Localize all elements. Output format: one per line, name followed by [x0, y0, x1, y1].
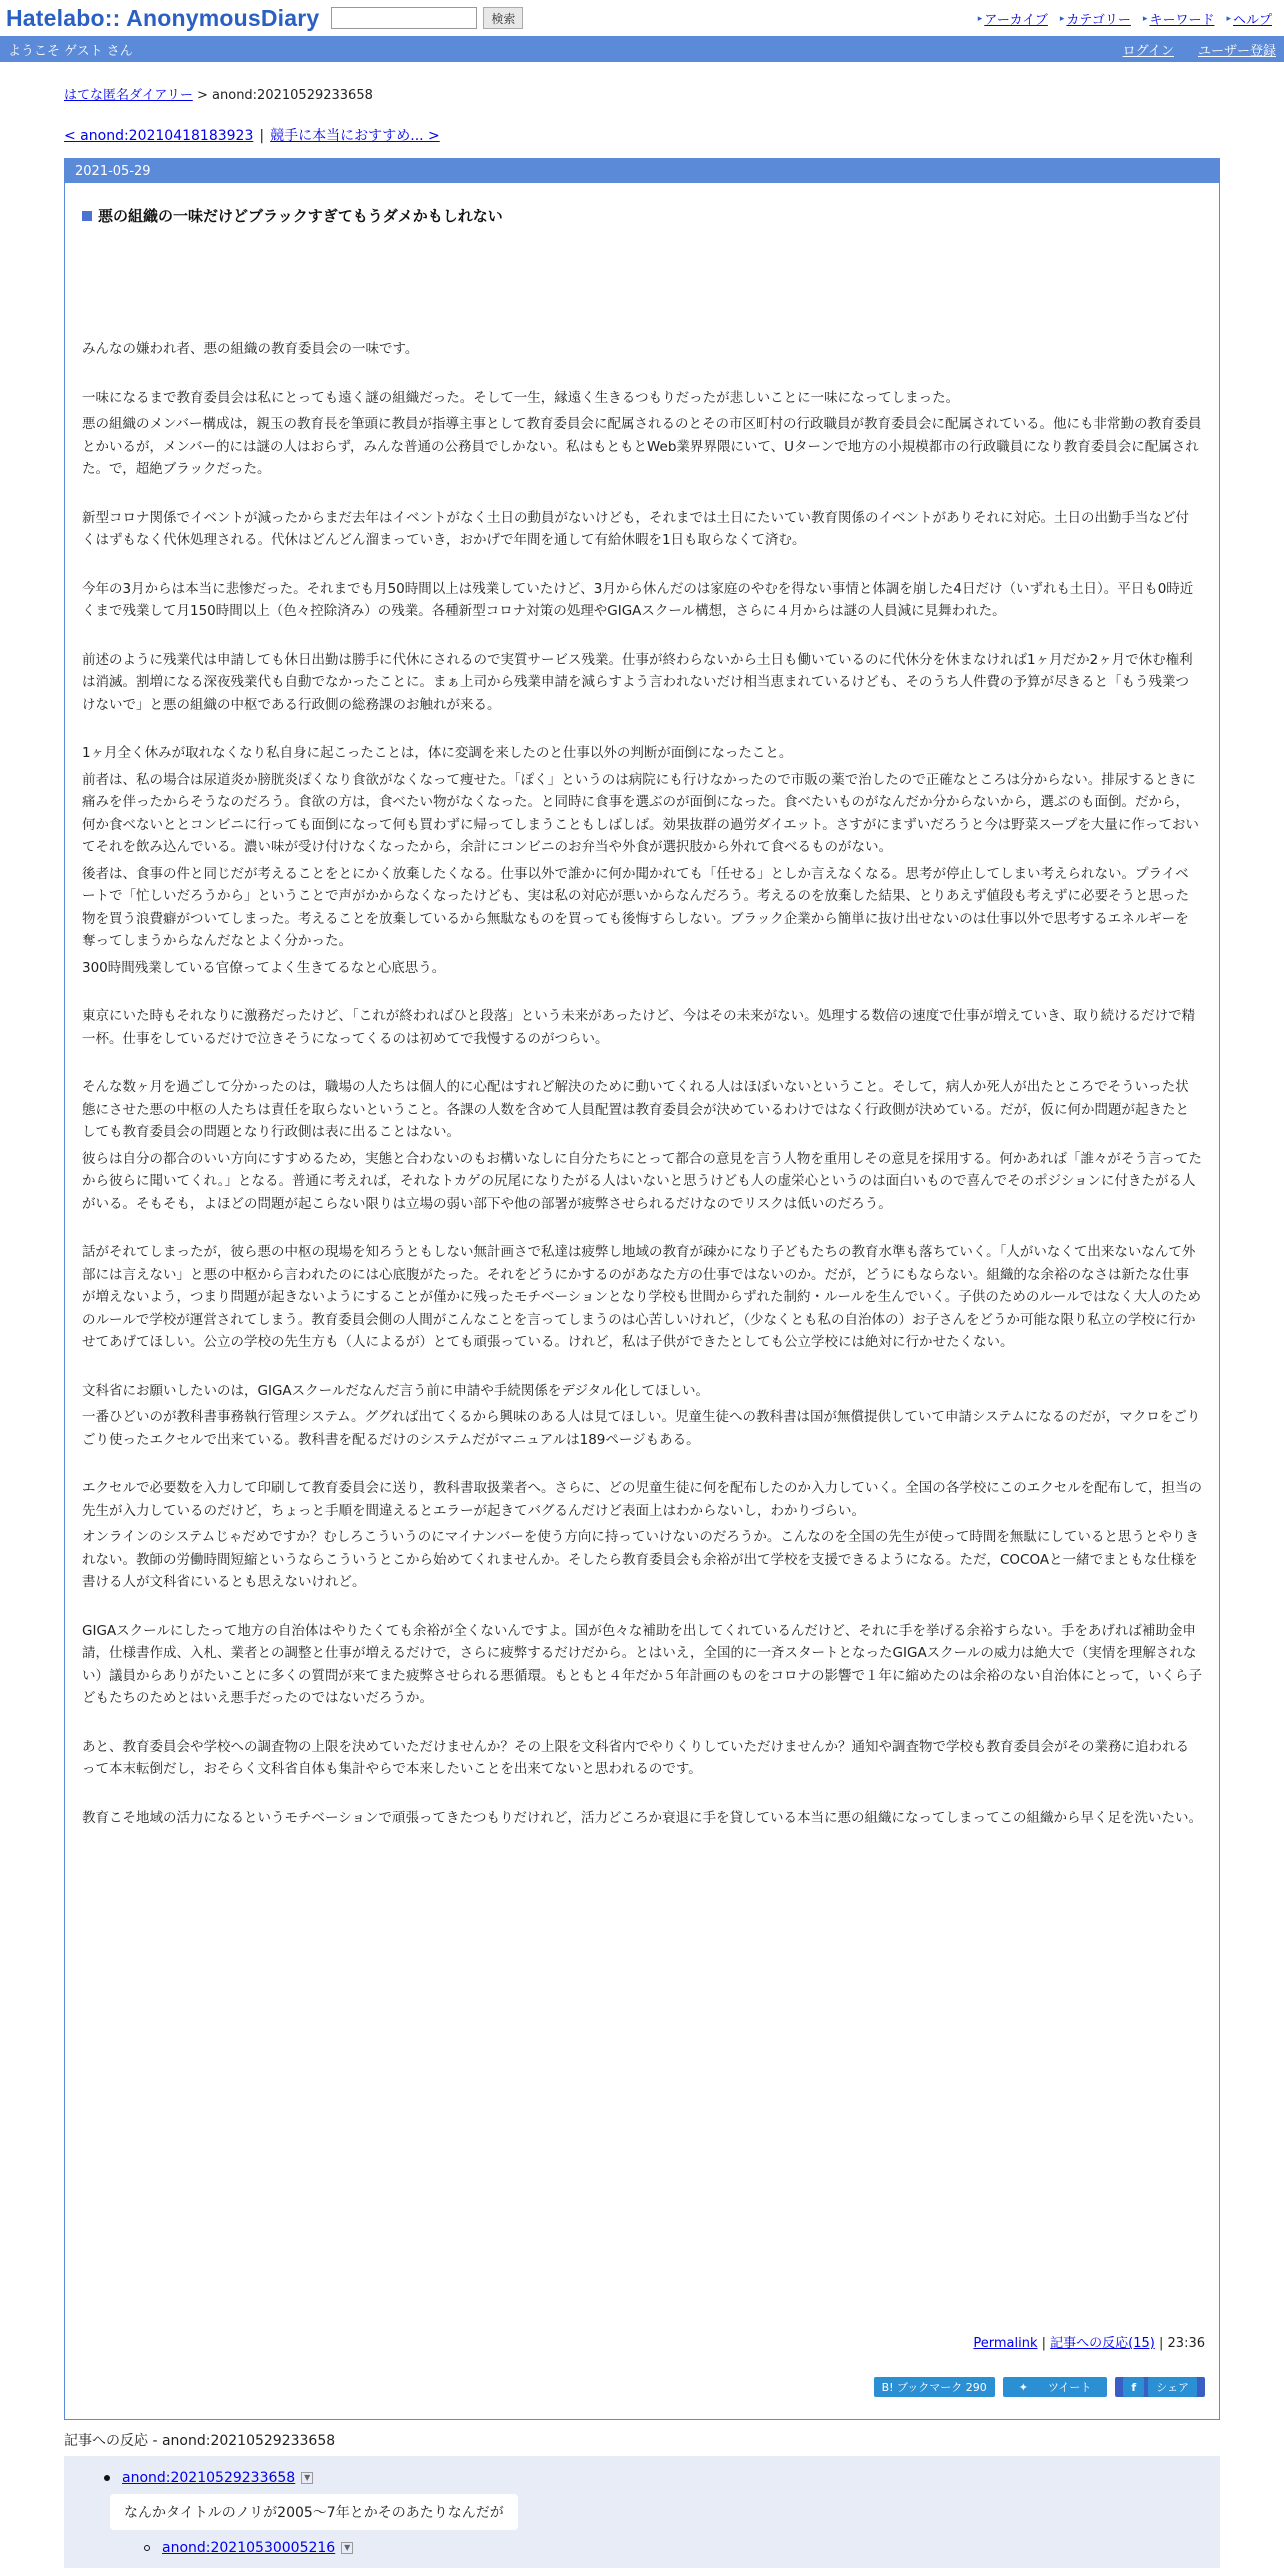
entry-footer: [973, 2332, 1205, 2351]
pager-separator: |: [259, 128, 265, 144]
breadcrumb: [64, 84, 1220, 103]
footer-separator: |: [1159, 2336, 1164, 2351]
entry-paragraph: 300時間残業している官僚ってよく生きてるなと心底思う。: [82, 959, 446, 976]
prev-entry-link[interactable]: < anond:20210418183923: [64, 128, 254, 144]
entry-paragraph: 悪の組織のメンバー構成は，親玉の教育長を筆頭に教員が指導主事として教育委員会に配属されるのとその市区町村の行政職員が教育委員会に配属されている。他にも非常勤の教育委員とかいるが，メンバー的には謎の人はおらず，みんな普通の公務員でしかない。私はもともとWeb業界界隈にいて、Uターンで地方の小規模都市の行政職員になり教育委員会に配属された。で，超絶ブラックだった。: [82, 416, 1202, 477]
facebook-share-label: シェア: [1148, 2377, 1197, 2397]
entry-paragraph: GIGAスクールにしたって地方の自治体はやりたくても余裕が全くないんですよ。国が色々な補助を出してくれているんだけど、それに手を挙げる余裕すらない。手をあげれば補助金申請，仕様書作成、入札、業者との調整と仕事が増えるだけで，さらに疲弊するだけだから。とはいえ，全国的に一斉スタートとなったGIGAスクールの威力は絶大で（実情を理解されない）議員からありがたいことに多くの質問が来てまた疲弊させられる悪循環。もともと４年だか５年計画のものをコロナの影響で１年に縮めたのは余裕のない自治体にとって，いくら子どもたちのためとはいえ悪手だったのではないだろうか。: [82, 1622, 1202, 1706]
entry-body: [82, 338, 1202, 1829]
bullet-icon: [104, 2475, 110, 2481]
search-button[interactable]: 検索: [483, 7, 523, 29]
entry-paragraph: エクセルで必要数を入力して印刷して教育委員会に送り，教科書取扱業者へ。さらに、どの児童生徒に何を配布したのか入力していく。全国の各学校にこのエクセルを配布して，担当の先生が入力しているのだけど，ちょっと手順を間違えるとエラーが起きてバグるんだけど表面上はわからないし，わかりづらい。: [82, 1480, 1202, 1519]
bullet-icon: [144, 2545, 150, 2551]
main-content: [64, 84, 1220, 2450]
reaction-link[interactable]: anond:20210529233658: [122, 2470, 296, 2486]
reaction-snippet: なんかタイトルのノリが2005～7年とかそのあたりなんだが: [110, 2494, 518, 2530]
nav-archive-link[interactable]: アーカイブ: [984, 13, 1048, 28]
square-bullet-icon[interactable]: [82, 211, 92, 221]
tweet-label: ツイート: [1040, 2377, 1099, 2397]
reactions-link[interactable]: 記事への反応(15): [1050, 2336, 1155, 2351]
triangle-right-icon: ▸: [977, 13, 983, 24]
facebook-share-button[interactable]: [1115, 2377, 1205, 2397]
triangle-right-icon: ▸: [1059, 13, 1065, 24]
entry-paragraph: 今年の3月からは本当に悲惨だった。それまでも月50時間以上は残業していたけど、3月から休んだのは家庭のやむを得ない事情と体調を崩した4日だけ（いずれも土日）。平日も0時近くまで残業して月150時間以上（色々控除済み）の残業。各種新型コロナ対策の処理やGIGAスクール構想，さらに４月からは謎の人員減に見舞われた。: [82, 580, 1194, 619]
site-logo[interactable]: Hatelabo:: AnonymousDiary: [6, 4, 320, 31]
user-bar: [0, 36, 1284, 62]
entry-paragraph: みんなの嫌われ者、悪の組織の教育委員会の一味です。: [82, 341, 419, 357]
chevron-down-icon[interactable]: ▼: [301, 2472, 313, 2484]
entry-paragraph: 前述のように残業代は申請しても休日出勤は勝手に代休にされるので実質サービス残業。仕事が終わらないから土日も働いているのに代休分を休まなければ1ヶ月だか2ヶ月で休む権利は消滅。割増になる深夜残業代も自動でなかったことに。まぁ上司から残業申請を減らすよう言われないだけ相当恵まれているけども、そのうち人件費の予算が尽きると「もう残業つけないで」と悪の組織の中枢である行政側の総務課のお触れが来る。: [82, 651, 1193, 713]
facebook-icon: f: [1123, 2377, 1144, 2397]
entry-title: [82, 205, 1219, 226]
top-nav: [978, 9, 1272, 28]
entry-title-text: 悪の組織の一味だけどブラックすぎてもうダメかもしれない: [98, 207, 503, 225]
entry-paragraph: そんな数ヶ月を過ごして分かったのは，職場の人たちは個人的に心配はすれど解決のために動いてくれる人はほぼいないということ。そして，病人か死人が出たところでそういった状態にさせた悪の中枢の人たちは責任を取らないということ。各課の人数を含めて人員配置は教育委員会が決めているわけではなく行政側が決めている。だが，仮に何か問題が起きたとしても教育委員会の問題となり行政側は表に出ることはない。: [82, 1079, 1189, 1140]
diary-entry: [64, 158, 1220, 2420]
register-link[interactable]: ユーザー登録: [1197, 43, 1276, 59]
footer-separator: |: [1041, 2336, 1047, 2351]
reactions-heading: 記事への反応 - anond:20210529233658: [64, 2433, 336, 2449]
nav-archive[interactable]: [978, 9, 1048, 28]
nav-category-link[interactable]: カテゴリー: [1066, 13, 1131, 28]
entry-paragraph: 一番ひどいのが教科書事務執行管理システム。ググれば出てくるから興味のある人は見てほしい。児童生徒への教科書は国が無償提供していて申請システムになるのだが，マクロをごりごり使ったエクセルで出来ている。教科書を配るだけのシステムだがマニュアルは189ページもある。: [82, 1409, 1201, 1448]
entry-paragraph: 前者は、私の場合は尿道炎か膀胱炎ぽくなり食欲がなくなって痩せた。「ぽく」というのは病院にも行けなかったので市販の薬で治したので正確なところは分からない。排尿するときに痛みを伴ったからそうなのだろう。食欲の方は，食べたい物がなくなった。と同時に食事を選ぶのが面倒になった。食べたいものがなんだか分からないから，選ぶのも面倒。だから，何か食べないととコンビニに行っても面倒になって何も買わずに帰ってしまうこともしばしば。効果抜群の過労ダイエット。さすがにまずいだろうと今は野菜スープを大量に作っておいてそれを飲み込んでいる。濃い味が受け付けなくなったから，余計にコンビニのお弁当や外食が選択肢から外れて食べるものがない。: [82, 771, 1199, 855]
chevron-down-icon[interactable]: ▼: [341, 2542, 353, 2554]
entry-time: 23:36: [1167, 2336, 1205, 2351]
triangle-right-icon: ▸: [1142, 13, 1148, 24]
entry-paragraph: 話がそれてしまったが，彼ら悪の中枢の現場を知ろうともしない無計画さで私達は疲弊し地域の教育が疎かになり子どもたちの教育水準も落ちていく。「人がいなくて出来ないなんて外部には言えない」と悪の中枢から言われたのには心底腹がたった。それをどうにかするのがあなた方の仕事ではないのか。だが，どうにもならない。組織的な余裕のなさは新たな仕事が増えないよう，つまり問題が起きないようにすることが僅かに残ったモチベーションとなり学校も世間からずれた制約・ルールを生んでいく。子供のためのルールではなく大人のためのルールで学校が運営されてしまう。教育委員会側の人間がこんなことを言ってしまうのは心苦しいけれど，（少なくとも私の自治体の）お子さんをどうか可能な限り私立の学校に行かせてあげてほしい。公立の学校の先生方も（人によるが）とても頑張っている。けれど，私は子供ができたとしても公立学校には絶対に行かせたくない。: [82, 1244, 1202, 1350]
twitter-bird-icon: ✦: [1011, 2377, 1036, 2397]
permalink-link[interactable]: Permalink: [973, 2336, 1038, 2351]
search-input[interactable]: [331, 7, 477, 29]
nav-help[interactable]: [1226, 9, 1272, 28]
entry-paragraph: 彼らは自分の都合のいい方向にすすめるため，実態と合わないのもお構いなしに自分たちにとって都合の意見を言う人物を重用しその意見を採用する。何かあれば「誰々がそう言ってたから彼らに聞いてくれ。」となる。普通に考えれば，それなトカゲの尻尾になりたがる人はいないと思うけども人の虚栄心というのは面白いもので喜んでそのポジションに付きたがる人がいる。そもそも，よほどの問題が起こらない限りは立場の弱い部下や他の部署が疲弊させられるだけなのでリスクは低いのだろう。: [82, 1150, 1202, 1212]
nav-keyword[interactable]: [1143, 9, 1215, 28]
share-buttons: [874, 2377, 1205, 2397]
reaction-link[interactable]: anond:20210530005216: [162, 2540, 336, 2556]
entry-paragraph: オンラインのシステムじゃだめですか？むしろこういうのにマイナンバーを使う方向に持っていけないのだろうか。こんなのを全国の先生が使って時間を無駄にしていると思うとやりきれない。教師の労働時間短縮というならこういうとこから始めてくれませんか。そしたら教育委員会も余裕が出て学校を支援できるようになる。ただ，COCOAと一緒でまともな仕様を書ける人が文科省にいるとも思えないけれど。: [82, 1529, 1199, 1590]
entry-paragraph: 東京にいた時もそれなりに激務だったけど、「これが終わればひと段落」という未来があったけど、今はその未来がない。処理する数倍の速度で仕事が増えていき、取り続けるだけで精一杯。仕事をしているだけで泣きそうになってくるのは初めてで我慢するのがつらい。: [82, 1008, 1196, 1047]
tweet-button[interactable]: [1003, 2377, 1108, 2397]
site-header: [0, 0, 1284, 36]
entry-paragraph: 文科省にお願いしたいのは，GIGAスクールだなんだ言う前に申請や手続関係をデジタル化してほしい。: [82, 1382, 710, 1399]
hatena-bookmark-button[interactable]: B! ブックマーク 290: [874, 2377, 995, 2397]
next-entry-link[interactable]: 競手に本当におすすめ... >: [270, 128, 440, 144]
entry-date: 2021-05-29: [65, 159, 1219, 183]
breadcrumb-current: anond:20210529233658: [212, 88, 373, 103]
welcome-text: ようこそ ゲスト さん: [8, 43, 133, 59]
entry-paragraph: 新型コロナ関係でイベントが減ったからまだ去年はイベントがなく土日の動員がないけども，それまでは土日にたいてい教育関係のイベントがありそれに対応。土日の出勤手当など付くはずもなく代休処理される。代休はどんどん溜まっていき，おかげで年間を通して有給休暇を1日も取らなくて済む。: [82, 509, 1189, 548]
nav-help-link[interactable]: ヘルプ: [1232, 13, 1272, 28]
entry-paragraph: 後者は、食事の件と同じだが考えることをとにかく放棄したくなる。仕事以外で誰かに何か聞かれても「任せる」としか言えなくなる。思考が停止してしまい考えられない。プライベートで「忙しいだろうから」ということで声がかからなくなったけども、実は私の対応が悪いからなんだろう。考えるのを放棄した結果、とりあえず値段も考えずに必要そうと思った物を買う浪費癖がついてしまった。考えることを放棄しているから無駄なものを買っても後悔すらしない。ブラック企業から簡単に抜け出せないのは仕事以外で思考するエネルギーを奪ってしまうからなんだなとよく分かった。: [82, 865, 1189, 949]
entry-paragraph: 一味になるまで教育委員会は私にとっても遠く謎の組織だった。そして一生，縁遠く生きるつもりだったが悲しいことに一味になってしまった。: [82, 389, 960, 406]
entry-paragraph: 教育こそ地域の活力になるというモチベーションで頑張ってきたつもりだけれど，活力どころか衰退に手を貸している本当に悪の組織になってしまってこの組織から早く足を洗いたい。: [82, 1809, 1202, 1826]
nav-keyword-link[interactable]: キーワード: [1149, 13, 1215, 28]
reaction-item: [104, 2470, 1220, 2486]
breadcrumb-home-link[interactable]: はてな匿名ダイアリー: [64, 88, 193, 103]
entry-paragraph: あと、教育委員会や学校への調査物の上限を決めていただけませんか？その上限を文科省内でやりくりしていただけませんか？通知や調査物で学校も教育委員会がその業務に追われるって本末転倒だし，おそらく文科省自体も集計やらで本来したいことを出来てないと思われるのです。: [82, 1738, 1189, 1777]
reaction-item: [144, 2540, 1220, 2556]
reactions-tree: [64, 2456, 1220, 2568]
triangle-right-icon: ▸: [1226, 13, 1231, 24]
nav-category[interactable]: [1060, 9, 1131, 28]
login-link[interactable]: ログイン: [1122, 43, 1174, 59]
entry-pager: [64, 125, 1220, 145]
entry-paragraph: 1ヶ月全く休みが取れなくなり私自身に起こったことは，体に変調を来したのと仕事以外の判断が面倒になったこと。: [82, 745, 793, 761]
breadcrumb-separator: >: [196, 88, 208, 103]
